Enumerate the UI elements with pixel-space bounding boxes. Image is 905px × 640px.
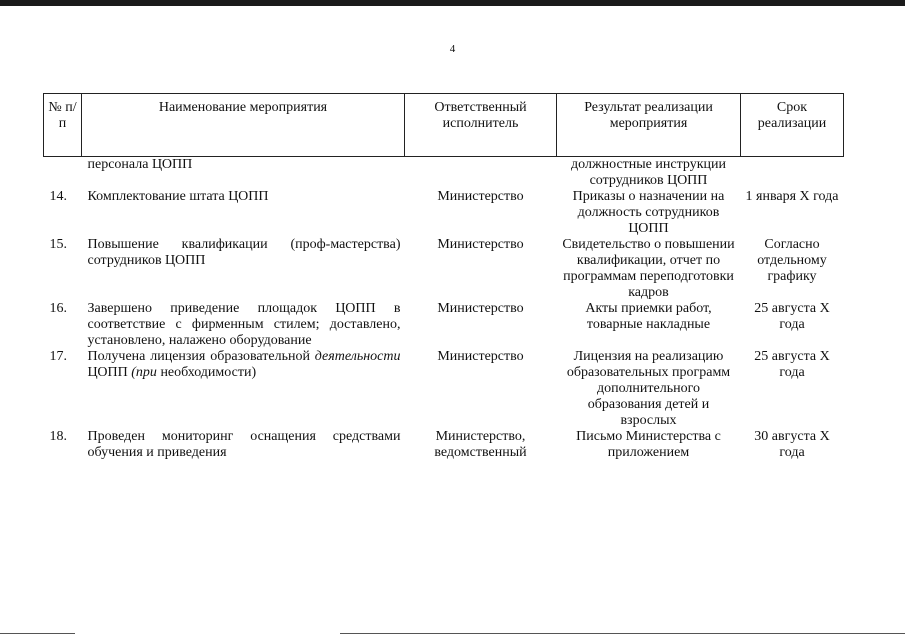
cell-result: Приказы о назначении на должность сотрудников ЦОПП	[572, 189, 725, 236]
header-name: Наименование мероприятия	[82, 94, 405, 157]
cell-result: Письмо Министерства с приложением	[576, 429, 721, 460]
cell-name: Повышение квалификации (проф-мастерства) сотрудников ЦОПП	[87, 237, 401, 268]
bottom-rule-left	[0, 633, 75, 634]
name-italic-text: деятельности	[314, 349, 401, 364]
table-row-continuation	[44, 157, 844, 190]
cell-responsible: Министерство, ведомственный	[434, 429, 527, 460]
action-plan-table	[43, 93, 844, 461]
cell-name: Завершено приведение площадок ЦОПП в соответствие с фирменным стилем; доставлено, установлено, налажено оборудование	[87, 301, 401, 348]
cell-responsible: Министерство	[437, 189, 524, 204]
cell-responsible: Министерство	[437, 301, 524, 316]
table-row	[44, 189, 844, 237]
table-row	[44, 349, 844, 429]
cell-result: Свидетельство о повышении квалификации, отчет по программам переподготовки кадров	[562, 237, 735, 300]
name-text: необходимости)	[160, 365, 257, 380]
cell-term: 25 августа Х года	[754, 301, 830, 332]
name-italic-text: (при	[131, 365, 157, 380]
cell-num: 16.	[49, 301, 67, 316]
table-row	[44, 301, 844, 349]
cell-term	[741, 157, 844, 190]
cell-term: 1 января Х года	[745, 189, 839, 204]
cell-responsible	[405, 157, 557, 190]
cell-responsible: Министерство	[437, 237, 524, 252]
cell-name: персонала ЦОПП	[87, 157, 193, 172]
cell-term: Согласно отдельному графику	[757, 237, 827, 284]
bottom-rule-right	[340, 633, 905, 634]
page-number: 4	[449, 43, 456, 55]
cell-num: 17.	[49, 349, 67, 364]
cell-result: должностные инструкции сотрудников ЦОПП	[571, 157, 726, 188]
header-num: № п/п	[44, 94, 82, 157]
top-border-bar	[0, 0, 905, 6]
table-header-row	[44, 94, 844, 157]
header-result: Результат реализации мероприятия	[557, 94, 741, 157]
cell-num	[44, 157, 82, 190]
cell-responsible: Министерство	[437, 349, 524, 364]
table-row	[44, 429, 844, 461]
name-text: Получена лицензия образовательной	[87, 349, 310, 364]
cell-num: 15.	[49, 237, 67, 252]
cell-num: 14.	[49, 189, 67, 204]
header-responsible: Ответственный исполнитель	[405, 94, 557, 157]
cell-term: 30 августа Х года	[754, 429, 830, 460]
header-term: Срок реализации	[741, 94, 844, 157]
table-row	[44, 237, 844, 301]
cell-num: 18.	[49, 429, 67, 444]
cell-result: Лицензия на реализацию образовательных программ дополнительного образования детей и взрослых	[566, 349, 731, 428]
cell-result: Акты приемки работ, товарные накладные	[585, 301, 712, 332]
cell-term: 25 августа Х года	[754, 349, 830, 380]
cell-name	[82, 349, 405, 429]
cell-name: Проведен мониторинг оснащения средствами обучения и приведения	[87, 429, 401, 460]
name-text: ЦОПП	[87, 365, 128, 380]
cell-name: Комплектование штата ЦОПП	[87, 189, 269, 204]
